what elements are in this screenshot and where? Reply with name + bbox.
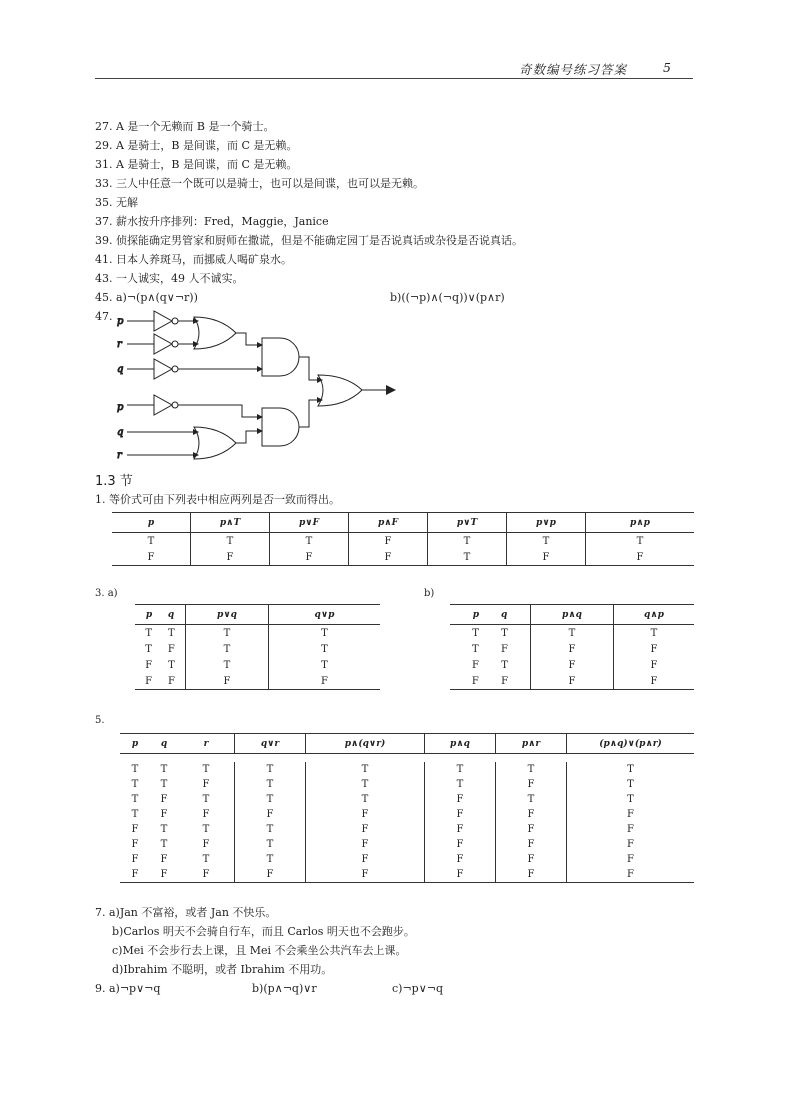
table-cell: T — [269, 657, 381, 673]
table-cell: T — [160, 839, 168, 850]
output-arrow — [386, 385, 396, 395]
table-cell: F — [178, 867, 235, 883]
table-cell: F — [425, 837, 496, 852]
table-cell: F — [614, 657, 695, 673]
q3a-label: 3. a) — [95, 588, 118, 599]
table-cell: T — [147, 535, 155, 547]
q3a-table — [135, 604, 380, 690]
table-cell: T — [160, 824, 168, 835]
q9-c: c)¬p∨¬q — [392, 982, 444, 995]
table-cell: F — [567, 867, 695, 883]
q3a-header — [135, 605, 186, 625]
table-cell: F — [202, 839, 210, 850]
q1-header: p∧F — [349, 513, 428, 533]
cell-q: F — [167, 643, 175, 655]
q5-header: p∧(q∨r) — [306, 734, 425, 754]
table-row — [120, 837, 694, 852]
or-gate-1 — [194, 317, 236, 349]
table-cell: F — [120, 867, 150, 883]
table-cell: F — [531, 673, 614, 690]
table-cell: T — [235, 777, 306, 792]
q3b-header — [450, 605, 531, 625]
answer-43: 43. 一人诚实，49 人不诚实。 — [95, 272, 244, 285]
table-cell — [135, 641, 186, 657]
table-cell — [135, 657, 186, 673]
table-cell: F — [425, 852, 496, 867]
table-cell: T — [507, 533, 586, 550]
table-cell: F — [306, 807, 425, 822]
q5-header: r — [178, 734, 235, 754]
q3b-header-q: q — [500, 609, 508, 620]
table-cell: T — [235, 852, 306, 867]
table-cell: T — [586, 533, 695, 550]
table-row — [120, 822, 694, 837]
q5-table — [120, 733, 694, 754]
table-cell: T — [131, 809, 139, 820]
cell-p: F — [472, 659, 479, 671]
and-gate-1 — [262, 338, 299, 376]
q1-header: p — [112, 513, 191, 533]
table-cell: F — [186, 673, 269, 690]
cell-q: F — [500, 643, 508, 655]
q1-header: p∨F — [270, 513, 349, 533]
q1-table — [112, 512, 694, 566]
table-cell: T — [131, 794, 139, 805]
answer-47-number: 47. — [95, 310, 113, 323]
table-cell: F — [150, 867, 178, 883]
q7-d: d)Ibrahim 不聪明，或者 Ibrahim 不用功。 — [112, 963, 333, 976]
q1-header: p∨p — [507, 513, 586, 533]
q1-text: 1. 等价式可由下列表中相应两列是否一致而得出。 — [95, 493, 340, 506]
answer-37: 37. 薪水按升序排列：Fred，Maggie，Janice — [95, 215, 329, 228]
table-row — [120, 777, 694, 792]
answer-27: 27. A 是一个无赖而 B 是一个骑士。 — [95, 120, 275, 133]
table-row — [135, 641, 380, 657]
table-cell: F — [306, 822, 425, 837]
table-cell: T — [567, 777, 695, 792]
table-cell: F — [425, 807, 496, 822]
table-cell: T — [496, 792, 567, 807]
or-gate-final — [318, 375, 362, 406]
table-cell: F — [349, 533, 428, 550]
table-cell: T — [202, 794, 210, 805]
q3b-header-p: p — [472, 609, 480, 620]
table-cell: F — [202, 779, 210, 790]
table-row — [450, 673, 694, 690]
table-cell: T — [269, 625, 381, 642]
cell-p: F — [145, 675, 153, 687]
cell-p: T — [472, 643, 479, 655]
answer-45a: 45. a)¬(p∧(q∨¬r)) — [95, 291, 198, 304]
table-row — [120, 762, 694, 777]
table-row — [450, 641, 694, 657]
table-cell: F — [349, 549, 428, 566]
table-cell — [450, 625, 531, 642]
table-cell — [135, 625, 186, 642]
q3a-header-q: q — [167, 609, 175, 620]
not-gate-3 — [154, 359, 178, 379]
table-cell: T — [306, 792, 425, 807]
table-row — [135, 625, 380, 642]
table-cell: T — [306, 777, 425, 792]
table-cell: T — [270, 533, 349, 550]
answer-35: 35. 无解 — [95, 196, 138, 209]
cell-q: T — [501, 627, 508, 639]
q5-header: p∧q — [425, 734, 496, 754]
table-cell: T — [160, 779, 168, 790]
table-cell: F — [425, 792, 496, 807]
page-number: 5 — [663, 60, 671, 75]
or-gate-2 — [194, 427, 236, 459]
table-cell: F — [567, 807, 695, 822]
table-row — [120, 867, 694, 883]
not-gate-4 — [154, 395, 178, 415]
cell-q: T — [168, 659, 175, 671]
table-cell: F — [496, 867, 567, 883]
circuit-input-q1: q — [117, 364, 124, 375]
table-row — [135, 673, 380, 690]
q3b-header: p∧q — [531, 605, 614, 625]
table-cell: F — [131, 854, 139, 865]
q5-header: p∧r — [496, 734, 567, 754]
answer-31: 31. A 是骑士，B 是间谍，而 C 是无赖。 — [95, 158, 298, 171]
running-header — [95, 60, 693, 79]
q3a-header: p∨q — [186, 605, 269, 625]
table-cell: T — [202, 854, 210, 865]
table-cell: T — [186, 625, 269, 642]
header-title: 奇数编号练习答案 — [518, 62, 627, 77]
table-cell: T — [160, 764, 168, 775]
q3b-header: q∧p — [614, 605, 695, 625]
answer-33: 33. 三人中任意一个既可以是骑士，也可以是间谍，也可以是无赖。 — [95, 177, 424, 190]
q5-header: p — [120, 734, 150, 754]
table-cell: F — [425, 822, 496, 837]
and-gate-2 — [262, 408, 299, 446]
table-cell: F — [425, 867, 496, 883]
table-cell: T — [614, 625, 695, 642]
table-row — [450, 625, 694, 642]
table-cell: F — [306, 852, 425, 867]
table-row — [120, 852, 694, 867]
q5-label: 5. — [95, 715, 105, 726]
cell-q: F — [167, 675, 175, 687]
q1-header: p∨T — [428, 513, 507, 533]
table-cell: T — [131, 779, 139, 790]
table-cell: F — [112, 549, 191, 566]
table-cell — [450, 657, 531, 673]
table-cell: F — [235, 867, 306, 883]
table-cell: T — [567, 792, 695, 807]
table-cell: F — [567, 822, 695, 837]
cell-p: F — [145, 659, 153, 671]
circuit-input-p2: p — [117, 402, 124, 413]
answer-41: 41. 日本人养斑马，而挪威人喝矿泉水。 — [95, 253, 292, 266]
table-cell: T — [428, 533, 507, 550]
table-cell: T — [186, 641, 269, 657]
table-cell: F — [531, 641, 614, 657]
table-row — [135, 657, 380, 673]
table-cell: F — [235, 807, 306, 822]
table-cell: T — [235, 762, 306, 777]
q3b-table — [450, 604, 694, 690]
table-cell: T — [235, 837, 306, 852]
table-cell: T — [306, 762, 425, 777]
circuit-input-r1: r — [117, 339, 122, 350]
table-cell: F — [531, 657, 614, 673]
cell-p: T — [145, 627, 153, 639]
table-cell: F — [306, 837, 425, 852]
table-cell — [450, 673, 531, 690]
table-cell: T — [425, 762, 496, 777]
not-gate-1 — [154, 311, 178, 331]
table-cell: F — [496, 777, 567, 792]
q9-b: b)(p∧¬q)∨r — [252, 982, 317, 995]
q5-header: q — [150, 734, 178, 754]
circuit-input-r2: r — [117, 450, 122, 461]
table-row — [120, 792, 694, 807]
table-row — [112, 549, 694, 566]
table-cell: F — [202, 809, 210, 820]
table-cell: T — [425, 777, 496, 792]
table-cell: F — [496, 837, 567, 852]
table-cell: F — [614, 673, 695, 690]
section-heading: 1.3 节 — [95, 474, 133, 489]
q1-header: p∧p — [586, 513, 695, 533]
q7-c: c)Mei 不会步行去上课，且 Mei 不会乘坐公共汽车去上课。 — [112, 944, 407, 957]
table-cell: F — [306, 867, 425, 883]
cell-p: T — [145, 643, 152, 655]
not-gate-2 — [154, 334, 178, 354]
table-cell: T — [202, 824, 210, 835]
answer-45b: b)((¬p)∧(¬q))∨(p∧r) — [390, 291, 505, 304]
cell-q: T — [167, 627, 175, 639]
table-cell: T — [191, 533, 270, 550]
table-cell: T — [496, 762, 567, 777]
cell-p: T — [472, 627, 479, 639]
table-cell: F — [507, 549, 586, 566]
table-cell: F — [131, 839, 139, 850]
table-cell: F — [270, 549, 349, 566]
q1-header: p∧T — [191, 513, 270, 533]
table-cell: F — [131, 824, 139, 835]
q9-a: 9. a)¬p∨¬q — [95, 982, 161, 995]
table-cell: T — [202, 764, 210, 775]
table-cell: F — [496, 822, 567, 837]
table-row — [120, 807, 694, 822]
table-cell: F — [496, 807, 567, 822]
table-cell: F — [567, 852, 695, 867]
table-cell: F — [160, 809, 168, 820]
q3a-header-p: p — [145, 609, 153, 620]
table-row — [112, 533, 694, 550]
cell-q: T — [501, 659, 508, 671]
table-cell — [450, 641, 531, 657]
table-cell: F — [160, 854, 168, 865]
q5-header: (p∧q)∨(p∧r) — [567, 734, 695, 754]
table-cell: F — [586, 549, 695, 566]
circuit-input-q2: q — [117, 427, 124, 438]
table-row — [450, 657, 694, 673]
q7-a: 7. a)Jan 不富裕，或者 Jan 不快乐。 — [95, 906, 277, 919]
q5-table-body — [120, 762, 694, 883]
table-cell: T — [531, 625, 614, 642]
table-cell: F — [496, 852, 567, 867]
table-cell: F — [269, 673, 381, 690]
table-cell: F — [567, 837, 695, 852]
circuit-input-p1: p — [117, 316, 124, 327]
table-cell: F — [160, 794, 168, 805]
table-cell: T — [186, 657, 269, 673]
table-cell: T — [235, 822, 306, 837]
q3a-header: q∨p — [269, 605, 381, 625]
table-cell: T — [131, 764, 139, 775]
table-cell: T — [428, 549, 507, 566]
cell-q: F — [501, 675, 509, 687]
answer-29: 29. A 是骑士，B 是间谍，而 C 是无赖。 — [95, 139, 298, 152]
table-cell: F — [191, 549, 270, 566]
cell-p: F — [471, 675, 479, 687]
table-cell: T — [567, 762, 695, 777]
table-cell: T — [235, 792, 306, 807]
q5-header: q∨r — [235, 734, 306, 754]
q3b-label: b) — [424, 588, 435, 599]
q7-b: b)Carlos 明天不会骑自行车，而且 Carlos 明天也不会跑步。 — [112, 925, 415, 938]
table-cell: F — [614, 641, 695, 657]
table-cell — [135, 673, 186, 690]
logic-circuit-diagram — [112, 305, 412, 465]
answer-39: 39. 侦探能确定男管家和厨师在撒谎，但是不能确定园丁是否说真话或杂役是否说真话。 — [95, 234, 523, 247]
table-cell: T — [269, 641, 381, 657]
